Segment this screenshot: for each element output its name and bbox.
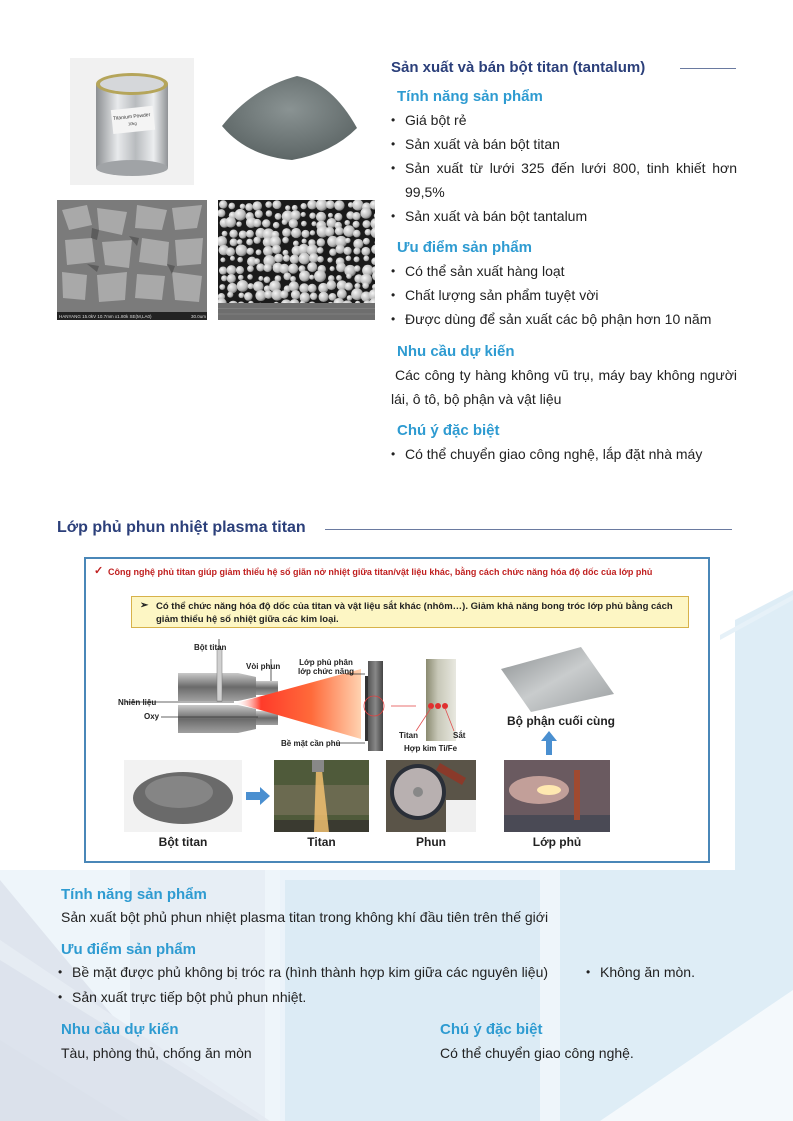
- powder-sphere: [325, 227, 335, 237]
- powder-sphere: [290, 254, 299, 263]
- powder-sphere: [239, 292, 245, 298]
- arrow-bullet-icon: ➢: [140, 600, 149, 611]
- powder-sphere: [343, 225, 355, 237]
- highlight-box: ➢ Có thể chức năng hóa độ dốc của titan và vật liệu sắt khác (nhôm…). Giảm khả năng bong tróc lớp phủ bằng cách giảm thiểu hệ số nhiệt giữa các kim loại.: [131, 596, 689, 628]
- powder-sphere: [288, 263, 298, 273]
- feature-item: • Sản xuất và bán bột titan: [405, 132, 560, 156]
- powder-sphere: [354, 256, 360, 262]
- powder-sphere: [346, 273, 352, 279]
- powder-sphere: [247, 265, 254, 272]
- powder-sphere: [227, 265, 237, 275]
- notes-heading: Chú ý đặc biệt: [440, 1021, 543, 1038]
- powder-sphere: [280, 290, 288, 298]
- powder-sphere: [353, 230, 361, 238]
- advantage-item: • Không ăn mòn.: [600, 960, 695, 984]
- powder-sphere: [329, 249, 336, 256]
- powder-sphere: [290, 276, 296, 282]
- powder-sphere: [236, 221, 242, 227]
- step-label: Lớp phủ: [532, 835, 582, 849]
- powder-sphere: [237, 280, 249, 292]
- powder-sphere: [253, 237, 260, 244]
- powder-sphere: [345, 282, 353, 290]
- powder-sphere: [291, 228, 301, 238]
- powder-sphere: [327, 257, 332, 262]
- final-part-label: Bộ phận cuối cùng: [507, 714, 615, 728]
- svg-text:30.0um: 30.0um: [191, 314, 207, 319]
- powder-sphere: [263, 264, 271, 272]
- powder-sphere: [283, 272, 291, 280]
- sem-spherical-powder-image: [218, 200, 375, 320]
- powder-sphere: [255, 210, 263, 218]
- powder-sphere: [227, 274, 236, 283]
- label-powder: Bột titan: [194, 643, 227, 652]
- section-title-plasma-coating: Lớp phủ phun nhiệt plasma titan: [57, 519, 306, 536]
- titan-powder-photo: [124, 760, 242, 832]
- powder-sphere: [245, 203, 253, 211]
- powder-sphere: [253, 281, 264, 292]
- section-title-titan-powder: Sản xuất và bán bột titan (tantalum): [391, 59, 646, 76]
- powder-sphere: [336, 275, 342, 281]
- powder-sphere: [258, 276, 263, 281]
- powder-sphere: [307, 262, 317, 272]
- powder-sphere: [308, 284, 317, 293]
- powder-sphere: [361, 247, 370, 256]
- powder-sphere: [344, 247, 352, 255]
- powder-sphere: [283, 250, 289, 256]
- demand-text: Tàu, phòng thủ, chống ăn mòn: [61, 1045, 252, 1061]
- powder-sphere: [238, 275, 244, 281]
- powder-sphere: [282, 237, 289, 244]
- powder-sphere: [293, 240, 299, 246]
- advantage-item: • Bề mặt được phủ không bị tróc ra (hình thành hợp kim giữa các nguyên liệu): [72, 960, 548, 984]
- powder-sphere: [316, 212, 326, 222]
- label-graded-layer: Lớp phủ phân lớp chức năng: [298, 658, 354, 676]
- powder-sphere: [337, 289, 347, 299]
- powder-sphere: [309, 212, 316, 219]
- advantages-heading: Ưu điểm sản phẩm: [61, 941, 196, 958]
- powder-sphere: [285, 205, 290, 210]
- up-arrow-icon: [541, 731, 557, 755]
- powder-sphere: [309, 275, 314, 280]
- feature-item: • Giá bột rẻ: [405, 108, 466, 132]
- process-diagram: [84, 557, 710, 863]
- powder-sphere: [222, 231, 228, 237]
- powder-sphere: [265, 201, 272, 208]
- advantages-heading: Ưu điểm sản phẩm: [397, 239, 532, 256]
- sem-irregular-powder-image: [57, 200, 207, 320]
- powder-sphere: [239, 230, 247, 238]
- powder-sphere: [299, 270, 310, 281]
- spray-process-photo: [386, 760, 476, 832]
- powder-sphere: [309, 253, 319, 263]
- powder-sphere: [247, 248, 254, 255]
- powder-sphere: [291, 290, 300, 299]
- notes-item: • Có thể chuyển giao công nghệ, lắp đặt nhà máy: [405, 442, 702, 466]
- powder-sphere: [346, 256, 352, 262]
- powder-sphere: [335, 227, 344, 236]
- powder-sphere: [362, 282, 369, 289]
- powder-sphere: [266, 210, 273, 217]
- powder-sphere: [352, 212, 360, 220]
- label-titan: Titan: [399, 731, 418, 740]
- powder-sphere: [230, 238, 238, 246]
- label-iron: Sắt: [453, 731, 466, 740]
- powder-sphere: [299, 253, 311, 265]
- powder-sphere: [289, 281, 299, 291]
- powder-sphere: [264, 276, 271, 283]
- demand-heading: Nhu cầu dự kiến: [397, 343, 515, 360]
- svg-text:Titanium Powder: Titanium Powder: [112, 112, 151, 122]
- powder-sphere: [237, 257, 243, 263]
- powder-sphere: [302, 239, 307, 244]
- powder-sphere: [301, 203, 307, 209]
- notes-heading: Chú ý đặc biệt: [397, 422, 500, 439]
- powder-sphere: [236, 244, 248, 256]
- step-label: Phun: [416, 835, 446, 849]
- powder-sphere: [301, 230, 309, 238]
- powder-sphere: [353, 248, 360, 255]
- powder-sphere: [345, 238, 351, 244]
- powder-sphere: [244, 292, 253, 301]
- powder-sphere: [353, 239, 363, 249]
- powder-sphere: [228, 203, 235, 210]
- advantage-item: • Sản xuất trực tiếp bột phủ phun nhiệt.: [72, 985, 306, 1009]
- title-divider: [680, 68, 736, 69]
- powder-sphere: [334, 200, 344, 210]
- notes-text: Có thể chuyển giao công nghệ.: [440, 1045, 634, 1061]
- checkmark-icon: ✓: [94, 565, 104, 577]
- powder-sphere: [263, 246, 273, 256]
- powder-sphere: [301, 212, 306, 217]
- powder-sphere: [253, 219, 261, 227]
- powder-sphere: [310, 230, 315, 235]
- powder-sphere: [237, 239, 243, 245]
- label-nozzle: Vòi phun: [246, 662, 281, 671]
- title-divider: [325, 529, 732, 530]
- powder-sphere: [330, 266, 335, 271]
- svg-text:HANYANG 15.0kV 10.7mm x1.80k S: HANYANG 15.0kV 10.7mm x1.80k SE(M,LA0): [59, 314, 152, 319]
- powder-sphere: [262, 219, 270, 227]
- powder-sphere: [317, 256, 324, 263]
- powder-sphere: [219, 284, 225, 290]
- powder-sphere: [334, 213, 342, 221]
- powder-sphere: [279, 264, 289, 274]
- titan-spray-photo: [274, 760, 369, 832]
- advantage-item: • Chất lượng sản phẩm tuyệt vời: [405, 283, 599, 307]
- powder-sphere: [275, 213, 282, 220]
- advantage-item: • Được dùng để sản xuất các bộ phận hơn 10 năm: [405, 307, 711, 331]
- powder-sphere: [317, 247, 324, 254]
- powder-sphere: [365, 229, 372, 236]
- demand-text: Các công ty hàng không vũ trụ, máy bay không người lái, ô tô, bộ phận và vật liệu: [391, 367, 737, 407]
- powder-sphere: [354, 283, 360, 289]
- powder-sphere: [256, 249, 262, 255]
- powder-pile-image: [212, 58, 362, 185]
- powder-sphere: [317, 238, 325, 246]
- powder-sphere: [219, 200, 227, 208]
- powder-sphere: [256, 263, 264, 271]
- final-part-plate-image: [496, 644, 616, 714]
- powder-sphere: [221, 275, 227, 281]
- powder-sphere: [353, 221, 360, 228]
- powder-sphere: [290, 210, 300, 220]
- label-oxy: Oxy: [144, 712, 160, 721]
- powder-sphere: [282, 219, 288, 225]
- powder-sphere: [272, 245, 281, 254]
- advantage-item: • Có thể sản xuất hàng loạt: [405, 259, 565, 283]
- powder-sphere: [234, 209, 246, 221]
- powder-sphere: [314, 270, 326, 282]
- powder-sphere: [301, 221, 307, 227]
- feature-item: • Sản xuất và bán bột tantalum: [405, 204, 587, 228]
- powder-sphere: [344, 220, 350, 226]
- powder-sphere: [289, 219, 298, 228]
- svg-text:10kg: 10kg: [127, 120, 137, 127]
- features-text: Sản xuất bột phủ phun nhiệt plasma titan trong không khí đầu tiên trên thế giới: [61, 909, 549, 925]
- powder-sphere: [226, 247, 235, 256]
- coating-photo: [504, 760, 610, 832]
- powder-sphere: [227, 283, 237, 293]
- powder-sphere: [311, 221, 316, 226]
- powder-sphere: [326, 200, 335, 209]
- powder-sphere: [326, 280, 336, 290]
- powder-sphere: [363, 238, 370, 245]
- titanium-powder-can-image: [70, 58, 194, 185]
- powder-sphere: [219, 266, 227, 274]
- powder-sphere: [253, 201, 263, 211]
- powder-sphere: [272, 200, 281, 209]
- powder-sphere: [246, 230, 254, 238]
- label-fuel: Nhiên liệu: [118, 698, 157, 707]
- powder-sphere: [273, 222, 280, 229]
- powder-sphere: [363, 256, 369, 262]
- step-label: Bột titan: [158, 835, 208, 849]
- right-arrow-icon: [246, 787, 270, 805]
- features-heading: Tính năng sản phẩm: [61, 886, 207, 903]
- powder-sphere: [310, 293, 317, 300]
- powder-sphere: [246, 239, 253, 246]
- powder-sphere: [274, 254, 283, 263]
- powder-sphere: [299, 283, 309, 293]
- demand-heading: Nhu cầu dự kiến: [61, 1021, 179, 1038]
- powder-sphere: [354, 265, 361, 272]
- powder-sphere: [236, 266, 244, 274]
- features-heading: Tính năng sản phẩm: [397, 88, 543, 105]
- powder-sphere: [336, 245, 345, 254]
- powder-sphere: [230, 256, 235, 261]
- label-alloy: Hợp kim Ti/Fe: [404, 744, 458, 753]
- powder-sphere: [362, 220, 370, 228]
- powder-sphere: [292, 205, 298, 211]
- powder-sphere: [248, 283, 254, 289]
- powder-sphere: [318, 292, 328, 302]
- check-statement: ✓ Công nghệ phủ titan giúp giảm thiểu hệ số giãn nở nhiệt giữa titan/vật liệu khác, bằng cách chức năng hóa độ dốc của lớp phủ: [94, 565, 653, 577]
- powder-sphere: [225, 217, 236, 228]
- powder-sphere: [227, 292, 233, 298]
- powder-sphere: [282, 228, 291, 237]
- powder-sphere: [240, 204, 246, 210]
- powder-sphere: [229, 229, 237, 237]
- powder-sphere: [360, 207, 371, 218]
- powder-sphere: [220, 257, 225, 262]
- powder-sphere: [307, 200, 317, 210]
- feature-item: • Sản xuất từ lưới 325 đến lưới 800, tinh khiết hơn 99,5%: [405, 156, 737, 204]
- powder-sphere: [328, 213, 333, 218]
- label-surface: Bề mặt cần phủ: [281, 739, 341, 748]
- powder-sphere: [247, 274, 253, 280]
- step-label: Titan: [307, 835, 336, 849]
- powder-sphere: [283, 255, 290, 262]
